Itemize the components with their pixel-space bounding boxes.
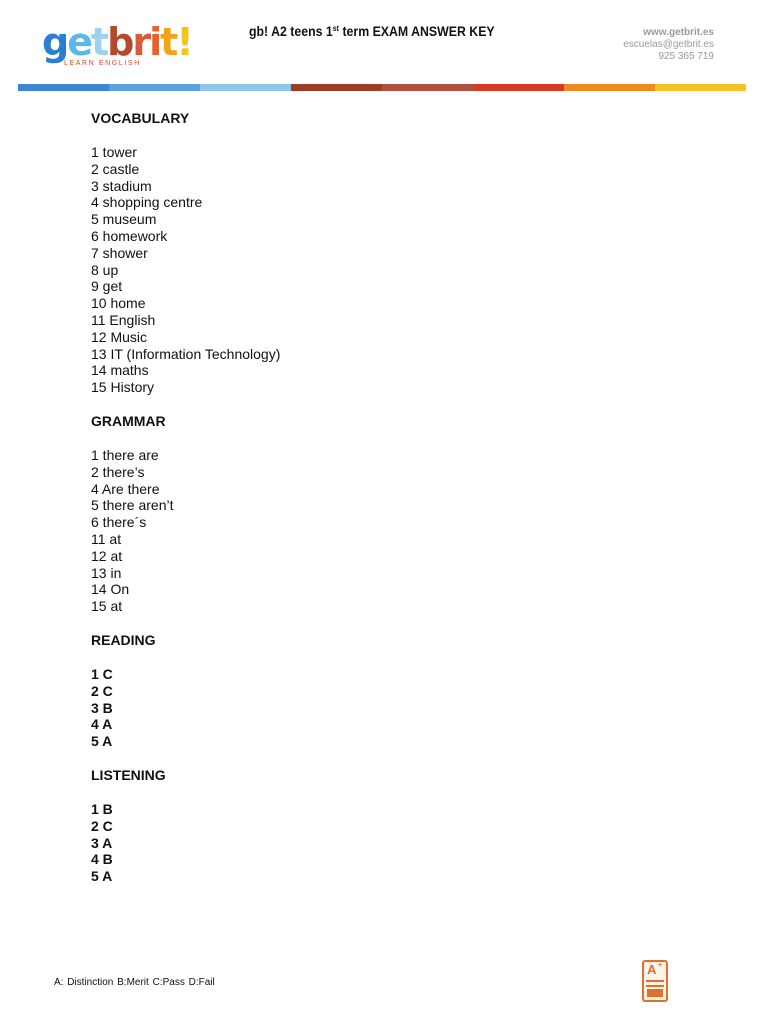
logo-letter: !	[176, 20, 192, 64]
badge-footer-block	[647, 989, 663, 997]
color-bar-segment	[564, 84, 655, 91]
answer-item: 11 at	[91, 530, 122, 547]
certification-badge	[642, 960, 668, 1002]
section-heading: READING	[91, 631, 156, 648]
answer-item: 1 there are	[91, 446, 159, 463]
getbrit-logo	[42, 20, 192, 72]
badge-plus: +	[658, 962, 663, 969]
color-bar-segment	[655, 84, 746, 91]
badge-letter: A	[647, 962, 657, 977]
section-reading	[91, 632, 591, 750]
answer-item: 15 History	[91, 379, 155, 396]
header-color-bar	[18, 84, 746, 91]
color-bar-segment	[473, 84, 564, 91]
logo-letter: b	[107, 20, 133, 64]
answer-item: 6 there´s	[91, 514, 147, 531]
answer-item: 8 up	[91, 261, 119, 278]
answer-item: 6 homework	[91, 227, 168, 244]
answer-item: 11 English	[91, 311, 156, 328]
badge-stripe	[646, 985, 664, 987]
answer-item: 13 in	[91, 564, 122, 581]
logo-letter: i	[149, 20, 161, 64]
answer-item: 1 B	[91, 800, 113, 817]
answer-item: 5 A	[91, 733, 113, 750]
logo-letter: e	[67, 20, 91, 64]
color-bar-segment	[382, 84, 473, 91]
answer-item: 12 Music	[91, 328, 148, 345]
section-vocabulary	[91, 110, 591, 396]
answer-item: 5 there aren’t	[91, 497, 174, 514]
section-listening	[91, 767, 591, 885]
logo-tagline: LEARN ENGLISH	[64, 60, 141, 67]
answer-item: 5 museum	[91, 211, 157, 228]
answer-item: 2 C	[91, 817, 113, 834]
answer-item: 4 B	[91, 851, 113, 868]
color-bar-segment	[109, 84, 200, 91]
answer-item: 10 home	[91, 295, 146, 312]
answer-item: 4 Are there	[91, 480, 160, 497]
logo-letter: t	[160, 20, 177, 64]
title-rest: term EXAM ANSWER KEY	[339, 23, 495, 39]
logo-letter: r	[132, 20, 150, 64]
answer-item: 3 B	[91, 699, 113, 716]
contact-info	[623, 27, 714, 63]
color-bar-segment	[291, 84, 382, 91]
logo-letter: t	[90, 20, 108, 64]
answer-item: 12 at	[91, 547, 123, 564]
email-link[interactable]: escuelas@getbrit.es	[623, 39, 714, 50]
answer-item: 15 at	[91, 598, 123, 615]
answer-item: 2 castle	[91, 160, 140, 177]
answer-item: 2 C	[91, 682, 113, 699]
answer-item: 14 On	[91, 581, 130, 598]
answer-item: 9 get	[91, 278, 123, 295]
answer-item: 4 A	[91, 716, 113, 733]
title-main: gb! A2 teens 1	[249, 23, 333, 39]
answer-item: 1 tower	[91, 144, 137, 160]
grade-legend: A: Distinction B:Merit C:Pass D:Fail	[54, 977, 215, 988]
section-heading: LISTENING	[91, 766, 166, 783]
answer-item: 14 maths	[91, 362, 149, 379]
section-grammar	[91, 413, 591, 615]
document-title	[249, 23, 495, 39]
badge-stripe	[646, 980, 664, 982]
answer-item: 4 shopping centre	[91, 194, 203, 211]
answer-item: 13 IT (Information Technology)	[91, 345, 281, 362]
answer-item: 7 shower	[91, 244, 148, 261]
answer-item: 1 C	[91, 665, 113, 682]
answer-item: 2 there’s	[91, 463, 145, 480]
section-heading: VOCABULARY	[91, 110, 190, 126]
answer-item: 5 A	[91, 868, 113, 885]
answer-item: 3 A	[91, 834, 113, 851]
answer-key-content	[91, 110, 591, 885]
section-heading: GRAMMAR	[91, 412, 166, 429]
logo-letter: g	[42, 20, 68, 64]
title-superscript: st	[332, 24, 340, 33]
color-bar-segment	[200, 84, 291, 91]
phone-number: 925 365 719	[658, 51, 714, 62]
answer-item: 3 stadium	[91, 177, 152, 194]
color-bar-segment	[18, 84, 109, 91]
logo-wordmark	[42, 22, 192, 62]
website-link[interactable]: www.getbrit.es	[643, 27, 714, 38]
